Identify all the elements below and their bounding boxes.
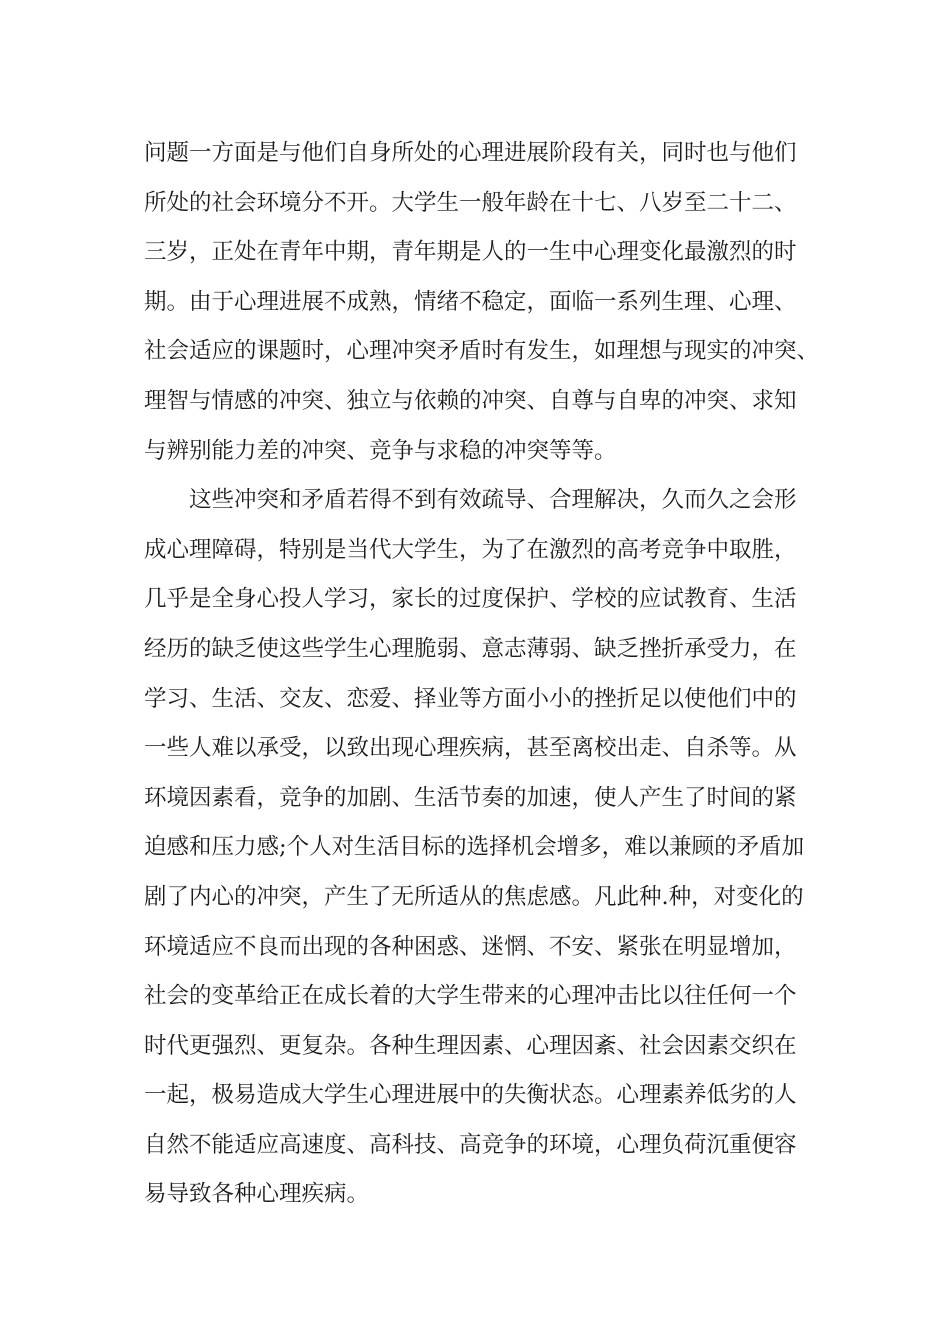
text-line: 与辨别能力差的冲突、竞争与求稳的冲突等等。 xyxy=(144,437,617,464)
text-line: 社会适应的课题时，心理冲突矛盾时有发生，如理想与现实的冲突、 xyxy=(144,338,820,365)
text-line: 几乎是全身心投人学习，家长的过度保护、学校的应试教育、生活 xyxy=(144,586,797,613)
paragraph-1 xyxy=(144,129,824,476)
text-line: 问题一方面是与他们自身所处的心理进展阶段有关，同时也与他们 xyxy=(144,140,797,166)
text-line: 三岁，正处在青年中期，青年期是人的一生中心理变化最激烈的时 xyxy=(144,239,797,266)
text-line: 理智与情感的冲突、独立与依赖的冲突、自尊与自卑的冲突、求知 xyxy=(144,387,797,414)
text-line: 自然不能适应高速度、高科技、高竞争的环境，心理负荷沉重便容 xyxy=(144,1131,797,1158)
text-line: 一起，极易造成大学生心理进展中的失衡状态。心理素养低劣的人 xyxy=(144,1082,797,1109)
text-line: 易导致各种心理疾病。 xyxy=(144,1181,370,1208)
text-line: 经历的缺乏使这些学生心理脆弱、意志薄弱、缺乏挫折承受力，在 xyxy=(144,635,797,662)
text-line: 环境因素看，竞争的加剧、生活节奏的加速，使人产生了时间的紧 xyxy=(144,784,797,811)
text-line: 环境适应不良而出现的各种困惑、迷惘、不安、紧张在明显增加， xyxy=(144,933,797,960)
text-line: 这些冲突和矛盾若得不到有效疏导、合理解决，久而久之会形 xyxy=(189,487,797,514)
text-line: 期。由于心理进展不成熟，情绪不稳定，面临一系列生理、心理、 xyxy=(144,288,797,315)
text-line: 社会的变革给正在成长着的大学生带来的心理冲击比以往任何一个 xyxy=(144,983,797,1010)
paragraph-2 xyxy=(144,476,824,1220)
text-line: 剧了内心的冲突，产生了无所适从的焦虑感。凡此种.种，对变化的 xyxy=(144,883,804,910)
text-line: 学习、生活、交友、恋爱、择业等方面小小的挫折足以使他们中的 xyxy=(144,685,797,712)
text-line: 迫感和压力感;个人对生活目标的选择机会增多，难以兼顾的矛盾加 xyxy=(144,834,805,861)
text-line: 所处的社会环境分不开。大学生一般年龄在十七、八岁至二十二、 xyxy=(144,189,797,216)
document-body xyxy=(144,129,824,1220)
text-line: 一些人难以承受，以致出现心理疾病，甚至离校出走、自杀等。从 xyxy=(144,735,797,762)
text-line: 成心理障碍，特别是当代大学生，为了在激烈的高考竞争中取胜， xyxy=(144,536,797,563)
text-line: 时代更强烈、更复杂。各种生理因素、心理因紊、社会因素交织在 xyxy=(144,1032,797,1059)
